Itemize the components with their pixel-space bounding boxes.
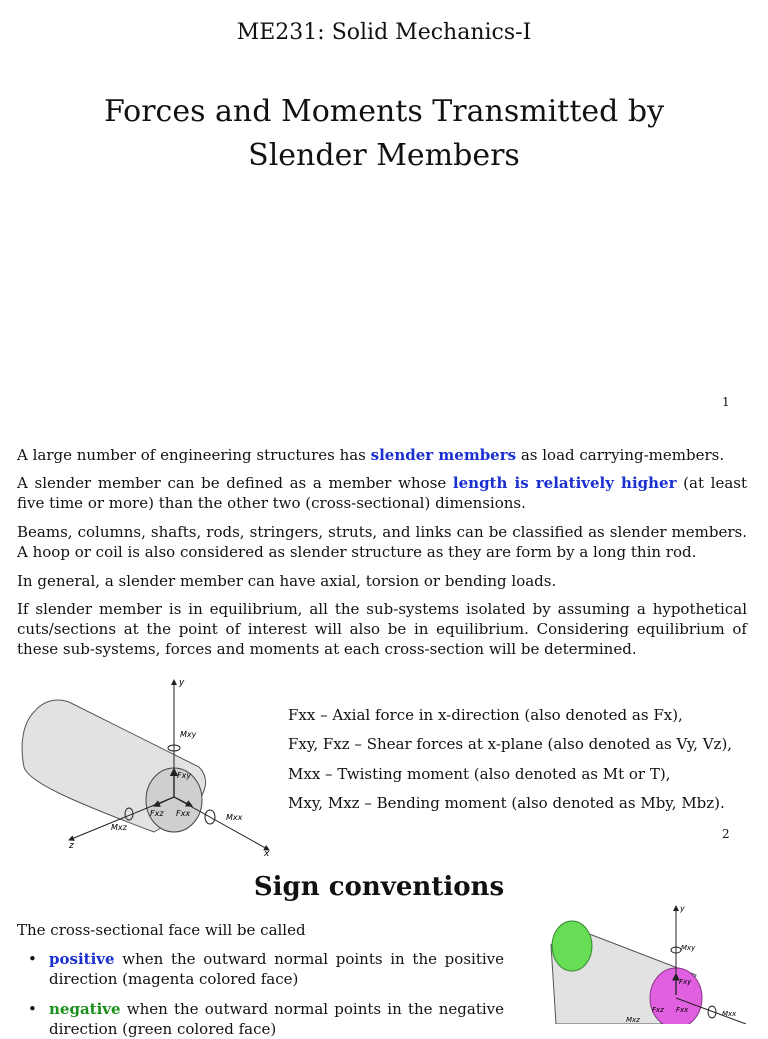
p1-text: A large number of engineering structures has: [17, 446, 371, 464]
paragraph-3: Beams, columns, shafts, rods, stringers, struts, and links can be classified as slender members. A hoop or coil is also considered as slender structure as they are form by a long thin rod.: [17, 523, 747, 561]
p1-highlight: slender members: [370, 446, 517, 464]
bullet-dot: •: [28, 950, 37, 968]
paragraph-4: In general, a slender member can have axial, torsion or bending loads.: [17, 572, 557, 590]
mxx-label: Mxx: [722, 1010, 737, 1018]
p2-text-end: (at least five time or more) than the other two (cross-sectional) dimensions.: [17, 474, 748, 512]
mxz-label: Mxz: [111, 823, 127, 832]
page-number-2: 2: [722, 827, 730, 841]
mxz-label: Mxz: [626, 1016, 640, 1024]
sign-intro: The cross-sectional face will be called: [17, 921, 306, 939]
sign-conventions-title: Sign conventions: [253, 872, 505, 902]
page-number-1: 1: [722, 395, 730, 409]
p2-text: A slender member can be defined as a member whose: [17, 474, 453, 492]
z-axis-label: z: [69, 841, 74, 851]
slide-title: [0, 90, 768, 178]
definition-axial-force: Fxx – Axial force in x-direction (also denoted as Fx),: [288, 706, 683, 724]
negative-highlight: negative: [49, 1000, 121, 1018]
slide-title-line2: Slender Members: [248, 138, 520, 173]
positive-text: when the outward normal points in the positive direction (magenta colored face): [49, 950, 504, 988]
p2-highlight: length is relatively higher: [452, 474, 677, 492]
definition-shear-forces: Fxy, Fxz – Shear forces at x-plane (also denoted as Vy, Vz),: [288, 735, 733, 753]
fxz-label: Fxz: [652, 1006, 664, 1014]
fxx-label: Fxx: [676, 1006, 689, 1014]
negative-face-green: [552, 921, 592, 971]
slender-member-diagram: [14, 672, 284, 860]
fxx-label: Fxx: [176, 809, 191, 818]
fxy-label: Fxy: [679, 978, 692, 986]
paragraph-2: [17, 473, 747, 513]
definition-bending-moment: Mxy, Mxz – Bending moment (also denoted as Mby, Mbz).: [288, 794, 725, 812]
positive-highlight: positive: [49, 950, 115, 968]
y-axis-label: y: [680, 904, 685, 913]
mxx-label: Mxx: [226, 813, 243, 822]
sign-convention-diagram: [546, 900, 756, 1024]
bullet-positive: [28, 949, 504, 989]
negative-text: when the outward normal points in the negative direction (green colored face): [49, 1000, 504, 1038]
p1-text-end: as load carrying-members.: [516, 446, 725, 464]
fxz-label: Fxz: [150, 809, 164, 818]
paragraph-5: If slender member is in equilibrium, all the sub-systems isolated by assuming a hypothetical cuts/sections at the point of interest will also be in equilibrium. Considering equilibrium of these sub-systems, forces and moments at each cross-section will be determined.: [17, 600, 747, 658]
slide-title-line1: Forces and Moments Transmitted by: [103, 94, 665, 129]
mxy-label: Mxy: [180, 730, 197, 739]
bullet-negative: [28, 999, 504, 1039]
x-axis-label: x: [264, 849, 270, 859]
mxy-label: Mxy: [681, 944, 696, 952]
definition-twisting-moment: Mxx – Twisting moment (also denoted as Mt or T),: [288, 765, 671, 783]
fxy-label: Fxy: [177, 771, 192, 780]
y-axis-label: y: [179, 678, 185, 688]
course-title: ME231: Solid Mechanics-I: [236, 20, 532, 45]
paragraph-1: [17, 445, 747, 465]
bullet-dot: •: [28, 1000, 37, 1018]
